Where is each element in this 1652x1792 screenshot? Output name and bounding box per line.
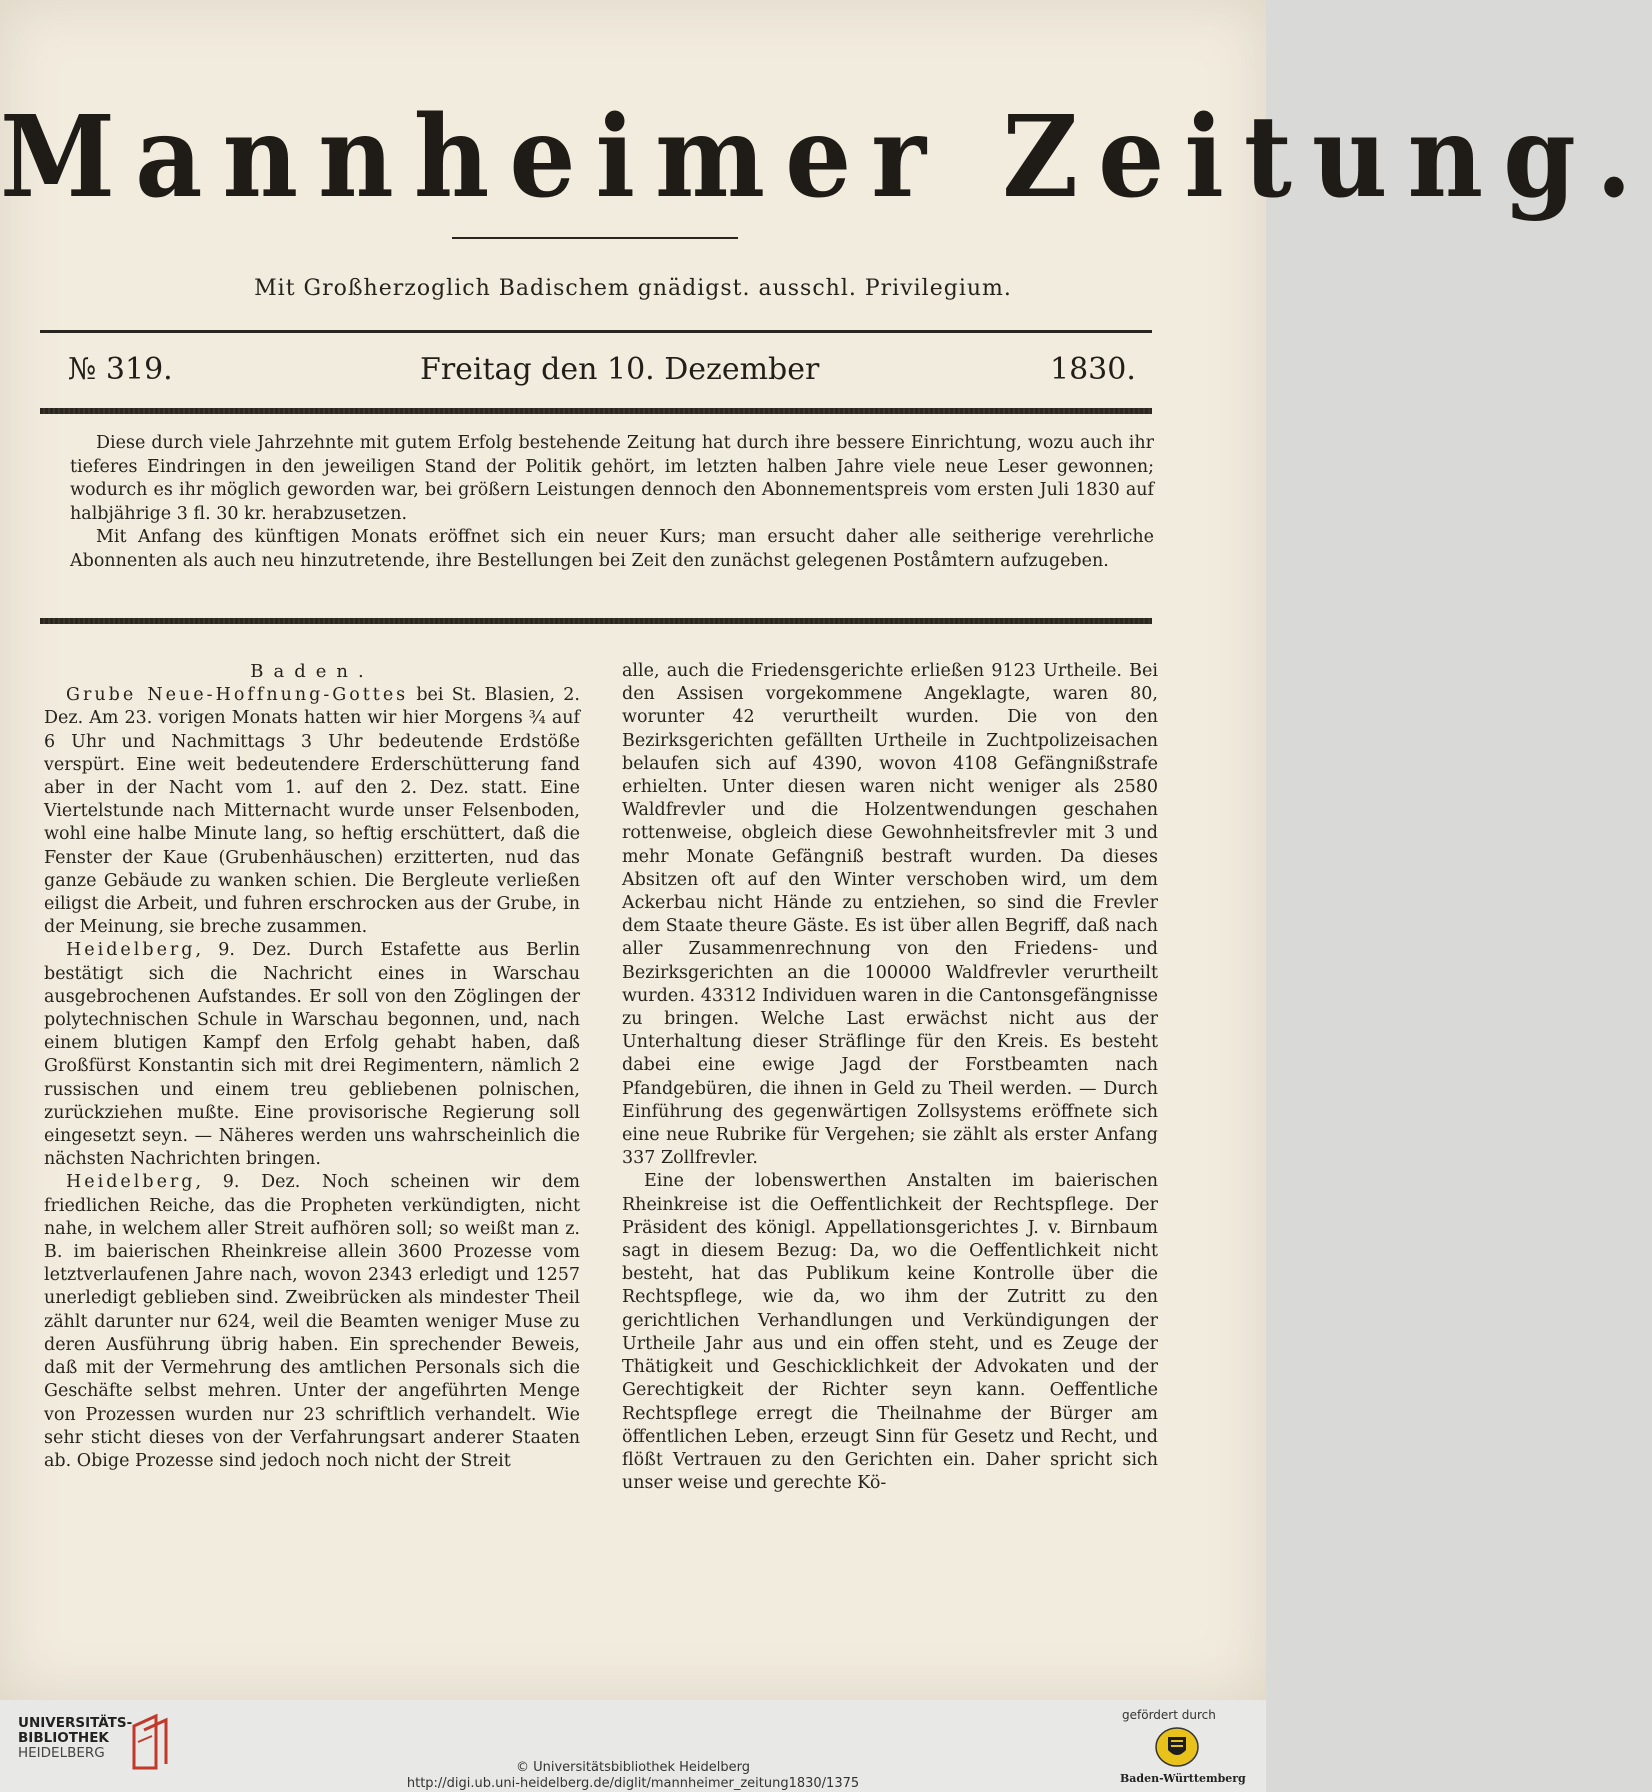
copyright-text: © Universitätsbibliothek Heidelberg <box>515 1760 750 1775</box>
viewer-footer <box>0 1700 1266 1792</box>
subscription-notice <box>70 432 1154 573</box>
notice-paragraph: Diese durch viele Jahrzehnte mit gutem Erfolg bestehende Zeitung hat durch ihre bessere Einrichtung, wozu auch ihr tieferes Eindringen in den jeweiligen Stand der Politik gehört, im letzten halben Jahre viele neue Leser gewonnen; wodurch es ihr möglich geworden war, bei größern Leistungen dennoch den Abonnementspreis vom ersten Juli 1830 auf halbjährige 3 fl. 30 kr. herabzusetzen. <box>70 433 1154 524</box>
article-text: , 9. Dez. Durch Estafette aus Berlin bestätigt sich die Nachricht eines in Warschau ausgebrochenen Aufstandes. Er soll von den Zöglingen der polytechnischen Schule in Warschau begonnen, und, nach einem blutigen Kampf den Erfolg gehabt haben, daß Großfürst Konstantin sich mit drei Regimentern, nämlich 2 russischen und einem treu gebliebenen polnischen, zurückziehen mußte. Eine provisorische Regierung soll eingesetzt seyn. — Näheres werden uns wahrscheinlich die nächsten Nachrichten bringen. <box>44 940 580 1170</box>
article-text: bei St. Blasien, 2. Dez. Am 23. vorigen Monats hatten wir hier Morgens ¾ auf 6 Uhr und Nachmittags 3 Uhr bedeutende Erdstöße verspürt. Eine weit bedeutendere Erderschütterung fand aber in der Nacht vom 1. auf den 2. Dez. statt. Eine Viertelstunde nach Mitternacht wurde unser Felsenboden, wohl eine halbe Minute lang, so heftig erschüttert, daß die Fenster der Kaue (Grubenhäuschen) erzitterten, nud das ganze Gebäude zu wanken schien. Die Bergleute verließen eiligst die Arbeit, und fuhren erschrocken aus der Grube, in der Meinung, sie breche zusammen. <box>44 685 580 938</box>
funder-name: Baden-Württemberg <box>1120 1772 1246 1785</box>
article: Eine der lobenswerthen Anstalten im baierischen Rheinkreise ist die Oeffentlichkeit der Rechtspflege. Der Präsident des königl. Appellationsgerichtes J. v. Birnbaum sagt in diesem Bezug: Da, wo die Oeffentlichkeit nicht besteht, hat das Publikum keine Kontrolle über die Rechtspflege, wie da, wo ihm der Zutritt zu den gerichtlichen Verhandlungen und Verkündigungen der Urtheile Jahr aus und ein offen steht, und es Zeuge der Thätigkeit und Geschicklichkeit der Advokaten und der Gerechtigkeit der Richter seyn kann. Oeffentliche Rechtspflege erregt die Theilnahme der Bürger am öffentlichen Leben, erzeugt Sinn für Gesetz und Recht, und flößt Vertrauen zu den Gerichten ein. Daher spricht sich unser weise und gerechte Kö- <box>622 1171 1158 1494</box>
section-title: Baden. <box>250 661 374 682</box>
copyright-notice <box>0 1760 1266 1792</box>
permalink-url[interactable]: http://digi.ub.uni-heidelberg.de/diglit/mannheimer_zeitung1830/1375 <box>406 1776 860 1791</box>
article-place: Grube Neue-Hoffnung-Gottes <box>66 685 409 706</box>
article-place: Heidelberg <box>66 940 196 961</box>
privilege-line: Mit Großherzoglich Badischem gnädigst. ausschl. Privilegium. <box>254 276 1012 301</box>
masthead-rule <box>452 237 738 239</box>
header-rule-bottom <box>40 408 1152 414</box>
article-continuation: alle, auch die Friedensgerichte erließen 9123 Urtheile. Bei den Assisen vorgekommene Angeklagte, waren 80, worunter 42 verurtheilt wurden. Die von den Bezirksgerichten gefällten Urtheile in Zuchtpolizeisachen belaufen sich auf 4390, wovon 4108 Gefängnißstrafe erhielten. Unter diesen waren nicht weniger als 2580 Waldfrevler und die Holzentwendungen geschahen rottenweise, obgleich diese Gewohnheitsfrevler mit 3 und mehr Monate Gefängniß bestraft wurden. Da dieses Absitzen oft auf den Winter verschoben wird, um dem Ackerbau nicht Hände zu entziehen, so sind die Frevler dem Staate theure Gäste. Es ist über allen Begriff, daß nach aller Zusammenrechnung von den Friedens- und Bezirksgerichten an die 100000 Waldfrevler verurtheilt wurden. 43312 Individuen waren in die Cantonsgefängnisse zu bringen. Welche Last erwächst nicht aus der Unterhaltung dieser Sträflinge für den Kreis. Es besteht dabei eine ewige Jagd der Forstbeamten nach Pfandgebüren, die ihnen in Geld zu Theil werden. — Durch Einführung des gegenwärtigen Zollsystems eröffnete sich eine neue Rubrike für Vergehen; sie zählt als erster Anfang 337 Zollfrevler. <box>622 661 1158 1169</box>
library-name-line: HEIDELBERG <box>18 1745 105 1761</box>
notice-paragraph: Mit Anfang des künftigen Monats eröffnet sich ein neuer Kurs; man ersucht daher alle seitherige verehrliche Abonnenten als auch neu hinzutretende, ihre Bestellungen bei Zeit den zunächst gelegenen Poståmtern aufzugeben. <box>70 527 1154 571</box>
article <box>44 684 580 939</box>
issue-year: 1830. <box>1050 352 1136 387</box>
issue-date: Freitag den 10. Dezember <box>420 352 820 387</box>
issue-number: № 319. <box>68 352 173 387</box>
header-rule-top <box>40 330 1152 333</box>
baden-wuerttemberg-crest-icon[interactable] <box>1154 1724 1200 1770</box>
article-place: Heidelberg <box>66 1172 196 1193</box>
library-name-line: BIBLIOTHEK <box>18 1730 109 1746</box>
right-column <box>622 660 1158 1495</box>
article <box>44 939 580 1171</box>
funded-by-label: gefördert durch <box>1122 1708 1216 1722</box>
notice-rule <box>40 618 1152 624</box>
left-column <box>44 660 580 1473</box>
library-name-line: UNIVERSITÄTS- <box>18 1715 133 1731</box>
article-text: , 9. Dez. Noch scheinen wir dem friedlichen Reiche, das die Propheten verkündigten, nicht nahe, in welchem aller Streit aufhören soll; so weißt man z. B. im baierischen Rheinkreise allein 3600 Prozesse vom letztverlaufenen Jahre nach, wovon 2343 erledigt und 1257 unerledigt geblieben sind. Zweibrücken als mindester Theil zählt darunter nur 624, weil die Beamten weniger Muse zu deren Ausführung übrig haben. Ein sprechender Beweis, daß mit der Vermehrung des amtlichen Personals sich die Geschäfte selbst mehren. Unter der angeführten Menge von Prozessen wurden nur 23 schriftlich verhandelt. Wie sehr sticht dieses von der Verfahrungsart anderer Staaten ab. Obige Prozesse sind jedoch noch nicht der Streit <box>44 1172 580 1471</box>
masthead-title: Mannheimer Zeitung. <box>0 90 1652 223</box>
article <box>44 1171 580 1473</box>
library-name[interactable] <box>18 1716 132 1761</box>
